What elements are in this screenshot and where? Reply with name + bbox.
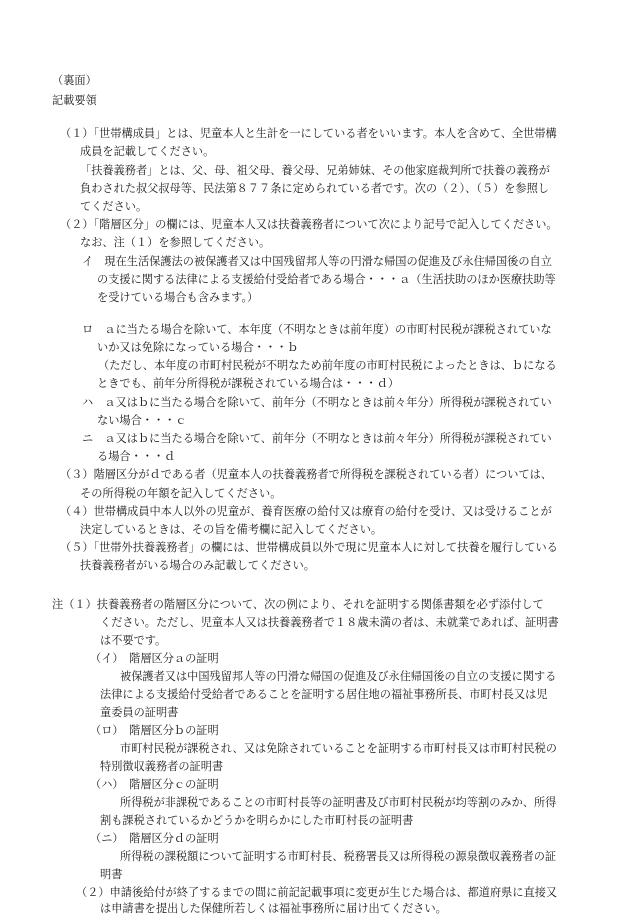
instruction-line: （ただし、本年度の市町村民税が不明なため前年度の市町村民税によったときは、ｂになる [98,359,557,372]
instruction-line: ない場合・・・ｃ [97,414,187,427]
note-line: 注（１）扶養義務者の階層区分について、次の例により、それを証明する関係書類を必ず添付して [52,598,544,611]
note-line: 明書 [100,868,123,881]
instruction-line: その所得税の年額を記入してください。 [80,487,282,500]
note-line: （ロ） 階層区分ｂの証明 [90,724,219,737]
instruction-line: なお、注（１）を参照してください。 [80,236,271,249]
note-line: 童委員の証明書 [100,706,179,719]
instruction-line: 扶養義務者がいる場合のみ記載してください。 [80,559,315,572]
page-title: 記載要領 [52,94,97,107]
instruction-line: の支援に関する法律による支援給付受給者である場合・・・ａ（生活扶助のほか医療扶助等 [97,273,556,286]
instruction-line: （３）階層区分がｄである者（児童本人の扶養義務者で所得税を課税されている者）については、 [60,468,553,481]
instruction-line: 負わされた叔父叔母等、民法第８７７条に定められている者です。次の（２）、（５）を参照し [80,182,549,195]
note-line: 法律による支援給付受給者であることを証明する居住地の福祉事務所長、市町村長又は児 [100,688,548,701]
note-line: 所得税が非課税であることの市町村長等の証明書及び市町村民税が均等割のみか、所得 [120,796,557,809]
instruction-line: 「扶養義務者」とは、父、母、祖父母、養父母、兄弟姉妹、その他家庭裁判所で扶養の義務が [80,164,550,177]
instruction-line: （１）「世帯構成員」とは、児童本人と生計を一にしている者をいいます。本人を含めて、全世帯構 [60,127,557,140]
note-line: 市町村民税が課税され、又は免除されていることを証明する市町村長又は市町村民税の [120,742,557,755]
instruction-line: 決定しているときは、その旨を備考欄に記入してください。 [80,523,383,536]
instruction-line: （４）世帯構成員中本人以外の児童が、養育医療の給付又は療育の給付を受け、又は受けることが [60,505,552,518]
note-line: （２）申請後給付が終了するまでの間に前記記載事項に変更が生じた場合は、都道府県に直接又 [76,886,558,899]
note-line: 所得税の課税額について証明する市町村長、税務署長又は所得税の源泉徴収義務者の証 [120,850,557,863]
instruction-line: 成員を記載してください。 [80,145,215,158]
instruction-line: ニ ａ又はｂに当たる場合を除いて、前年分（不明なときは前々年分）所得税が課税されてい [82,432,552,445]
note-line: 被保護者又は中国残留邦人等の円滑な帰国の促進及び永住帰国後の自立の支援に関する [120,670,557,683]
side-label: （裏面） [52,74,97,87]
instruction-line: てください。 [80,200,148,213]
instruction-line: いか又は免除になっている場合・・・ｂ [97,341,299,354]
note-line: 特別徴収義務者の証明書 [100,760,224,773]
instruction-line: ハ ａ又はｂに当たる場合を除いて、前年分（不明なときは前々年分）所得税が課税されてい [82,396,552,409]
instruction-line: （２）「階層区分」の欄には、児童本人又は扶養義務者について次により記号で記入してください。 [60,218,558,231]
note-line: （ハ） 階層区分ｃの証明 [90,778,219,791]
instruction-line: （５）「世帯外扶養義務者」の欄には、世帯構成員以外で現に児童本人に対して扶養を履行している [60,541,558,554]
instruction-line: イ 現在生活保護法の被保護者又は中国残留邦人等の円滑な帰国の促進及び永住帰国後の自立 [82,255,552,268]
note-line: （ニ） 階層区分ｄの証明 [90,832,219,845]
note-line: は申請書を提出した保健所若しくは福祉事務所に届け出てください。 [100,902,447,915]
instruction-line: ときでも、前年分所得税が課税されている場合は・・・ｄ） [97,377,400,390]
note-line: （イ） 階層区分ａの証明 [90,652,219,665]
note-line: は不要です。 [100,634,167,647]
note-line: 割も課税されているかどうかを明らかにした市町村長の証明書 [100,814,414,827]
note-line: ください。ただし、児童本人又は扶養義務者で１８歳未満の者は、未就業であれば、証明書 [100,616,559,629]
instruction-line: ロ ａに当たる場合を除いて、本年度（不明なときは前年度）の市町村民税が課税されていな [82,323,552,336]
instruction-line: を受けている場合も含みます。） [97,291,259,304]
instruction-line: る場合・・・ｄ [97,450,176,463]
